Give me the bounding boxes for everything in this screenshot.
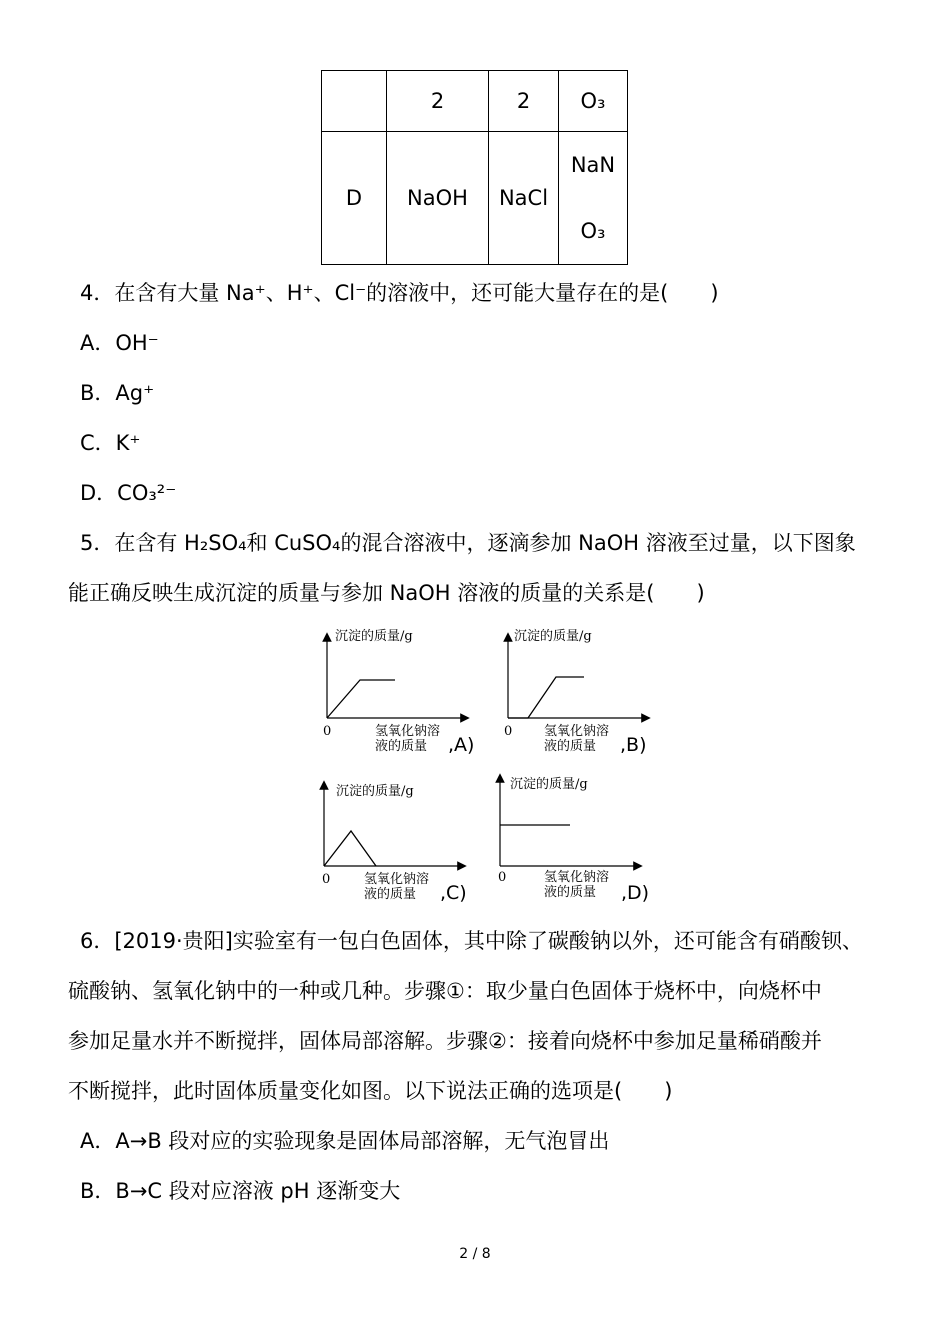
q6-line3: 参加足量水并不断搅拌，固体局部溶解。步骤②：接着向烧杯中参加足量稀硝酸并 — [68, 1029, 822, 1053]
table-cell: NaCl — [489, 132, 559, 265]
origin-label: 0 — [323, 724, 332, 739]
q4-option-b: B．Ag⁺ — [80, 381, 155, 405]
y-axis-label: 沉淀的质量/g — [514, 629, 592, 644]
table-cell: D — [322, 132, 387, 265]
x-axis-label-2: 液的质量 — [544, 739, 597, 754]
y-axis-label: 沉淀的质量/g — [335, 629, 413, 644]
table-cell: O₃ — [559, 71, 628, 132]
graph-b-label: ,B) — [620, 734, 647, 756]
data-line — [324, 831, 376, 866]
graph-c — [312, 773, 497, 908]
page-number: 2 / 8 — [459, 1246, 491, 1262]
table-cell: 2 — [489, 71, 559, 132]
q6-option-a: A．A→B 段对应的实验现象是固体局部溶解，无气泡冒出 — [80, 1129, 610, 1153]
graph-b — [496, 625, 681, 760]
table-cell — [559, 132, 628, 265]
q6-option-b: B．B→C 段对应溶液 pH 逐渐变大 — [80, 1179, 401, 1203]
origin-label: 0 — [498, 870, 507, 885]
data-line — [327, 680, 395, 718]
x-axis-label-1: 氢氧化钠溶 — [544, 870, 610, 885]
q5-stem-line1: 5．在含有 H₂SO₄和 CuSO₄的混合溶液中，逐滴参加 NaOH 溶液至过量，以下图象 — [80, 531, 856, 555]
x-axis-label-2: 液的质量 — [375, 739, 428, 754]
q5-stem-line2: 能正确反映生成沉淀的质量与参加 NaOH 溶液的质量的关系是( ) — [68, 581, 705, 605]
table-cell-bottom: O₃ — [580, 219, 606, 243]
graph-d-label: ,D) — [621, 882, 650, 904]
answer-table-fragment — [321, 70, 628, 265]
x-axis-label-1: 氢氧化钠溶 — [375, 724, 441, 739]
y-axis-label: 沉淀的质量/g — [510, 777, 588, 792]
data-line — [508, 677, 584, 718]
graph-c-label: ,C) — [440, 882, 467, 904]
origin-label: 0 — [322, 872, 331, 887]
table-cell-top: NaN — [570, 153, 616, 177]
graph-a-label: ,A) — [448, 734, 475, 756]
x-axis-label-1: 氢氧化钠溶 — [544, 724, 610, 739]
q6-line1: 6．[2019·贵阳]实验室有一包白色固体，其中除了碳酸钠以外，还可能含有硝酸钡、 — [80, 929, 863, 953]
x-axis-label-1: 氢氧化钠溶 — [364, 872, 430, 887]
q6-line2: 硫酸钠、氢氧化钠中的一种或几种。步骤①：取少量白色固体于烧杯中，向烧杯中 — [68, 979, 822, 1003]
x-axis-label-2: 液的质量 — [544, 885, 597, 900]
x-axis-label-2: 液的质量 — [364, 887, 417, 902]
q4-option-c: C．K⁺ — [80, 431, 141, 455]
q4-option-d: D．CO₃²⁻ — [80, 481, 177, 505]
q6-line4: 不断搅拌，此时固体质量变化如图。以下说法正确的选项是( ) — [68, 1079, 673, 1103]
table-cell — [322, 71, 387, 132]
y-axis-label: 沉淀的质量/g — [336, 784, 414, 799]
q4-stem: 4．在含有大量 Na⁺、H⁺、Cl⁻的溶液中，还可能大量存在的是( ) — [80, 281, 719, 305]
table-cell: 2 — [387, 71, 489, 132]
origin-label: 0 — [504, 724, 513, 739]
q4-option-a: A．OH⁻ — [80, 331, 159, 355]
table-cell: NaOH — [387, 132, 489, 265]
